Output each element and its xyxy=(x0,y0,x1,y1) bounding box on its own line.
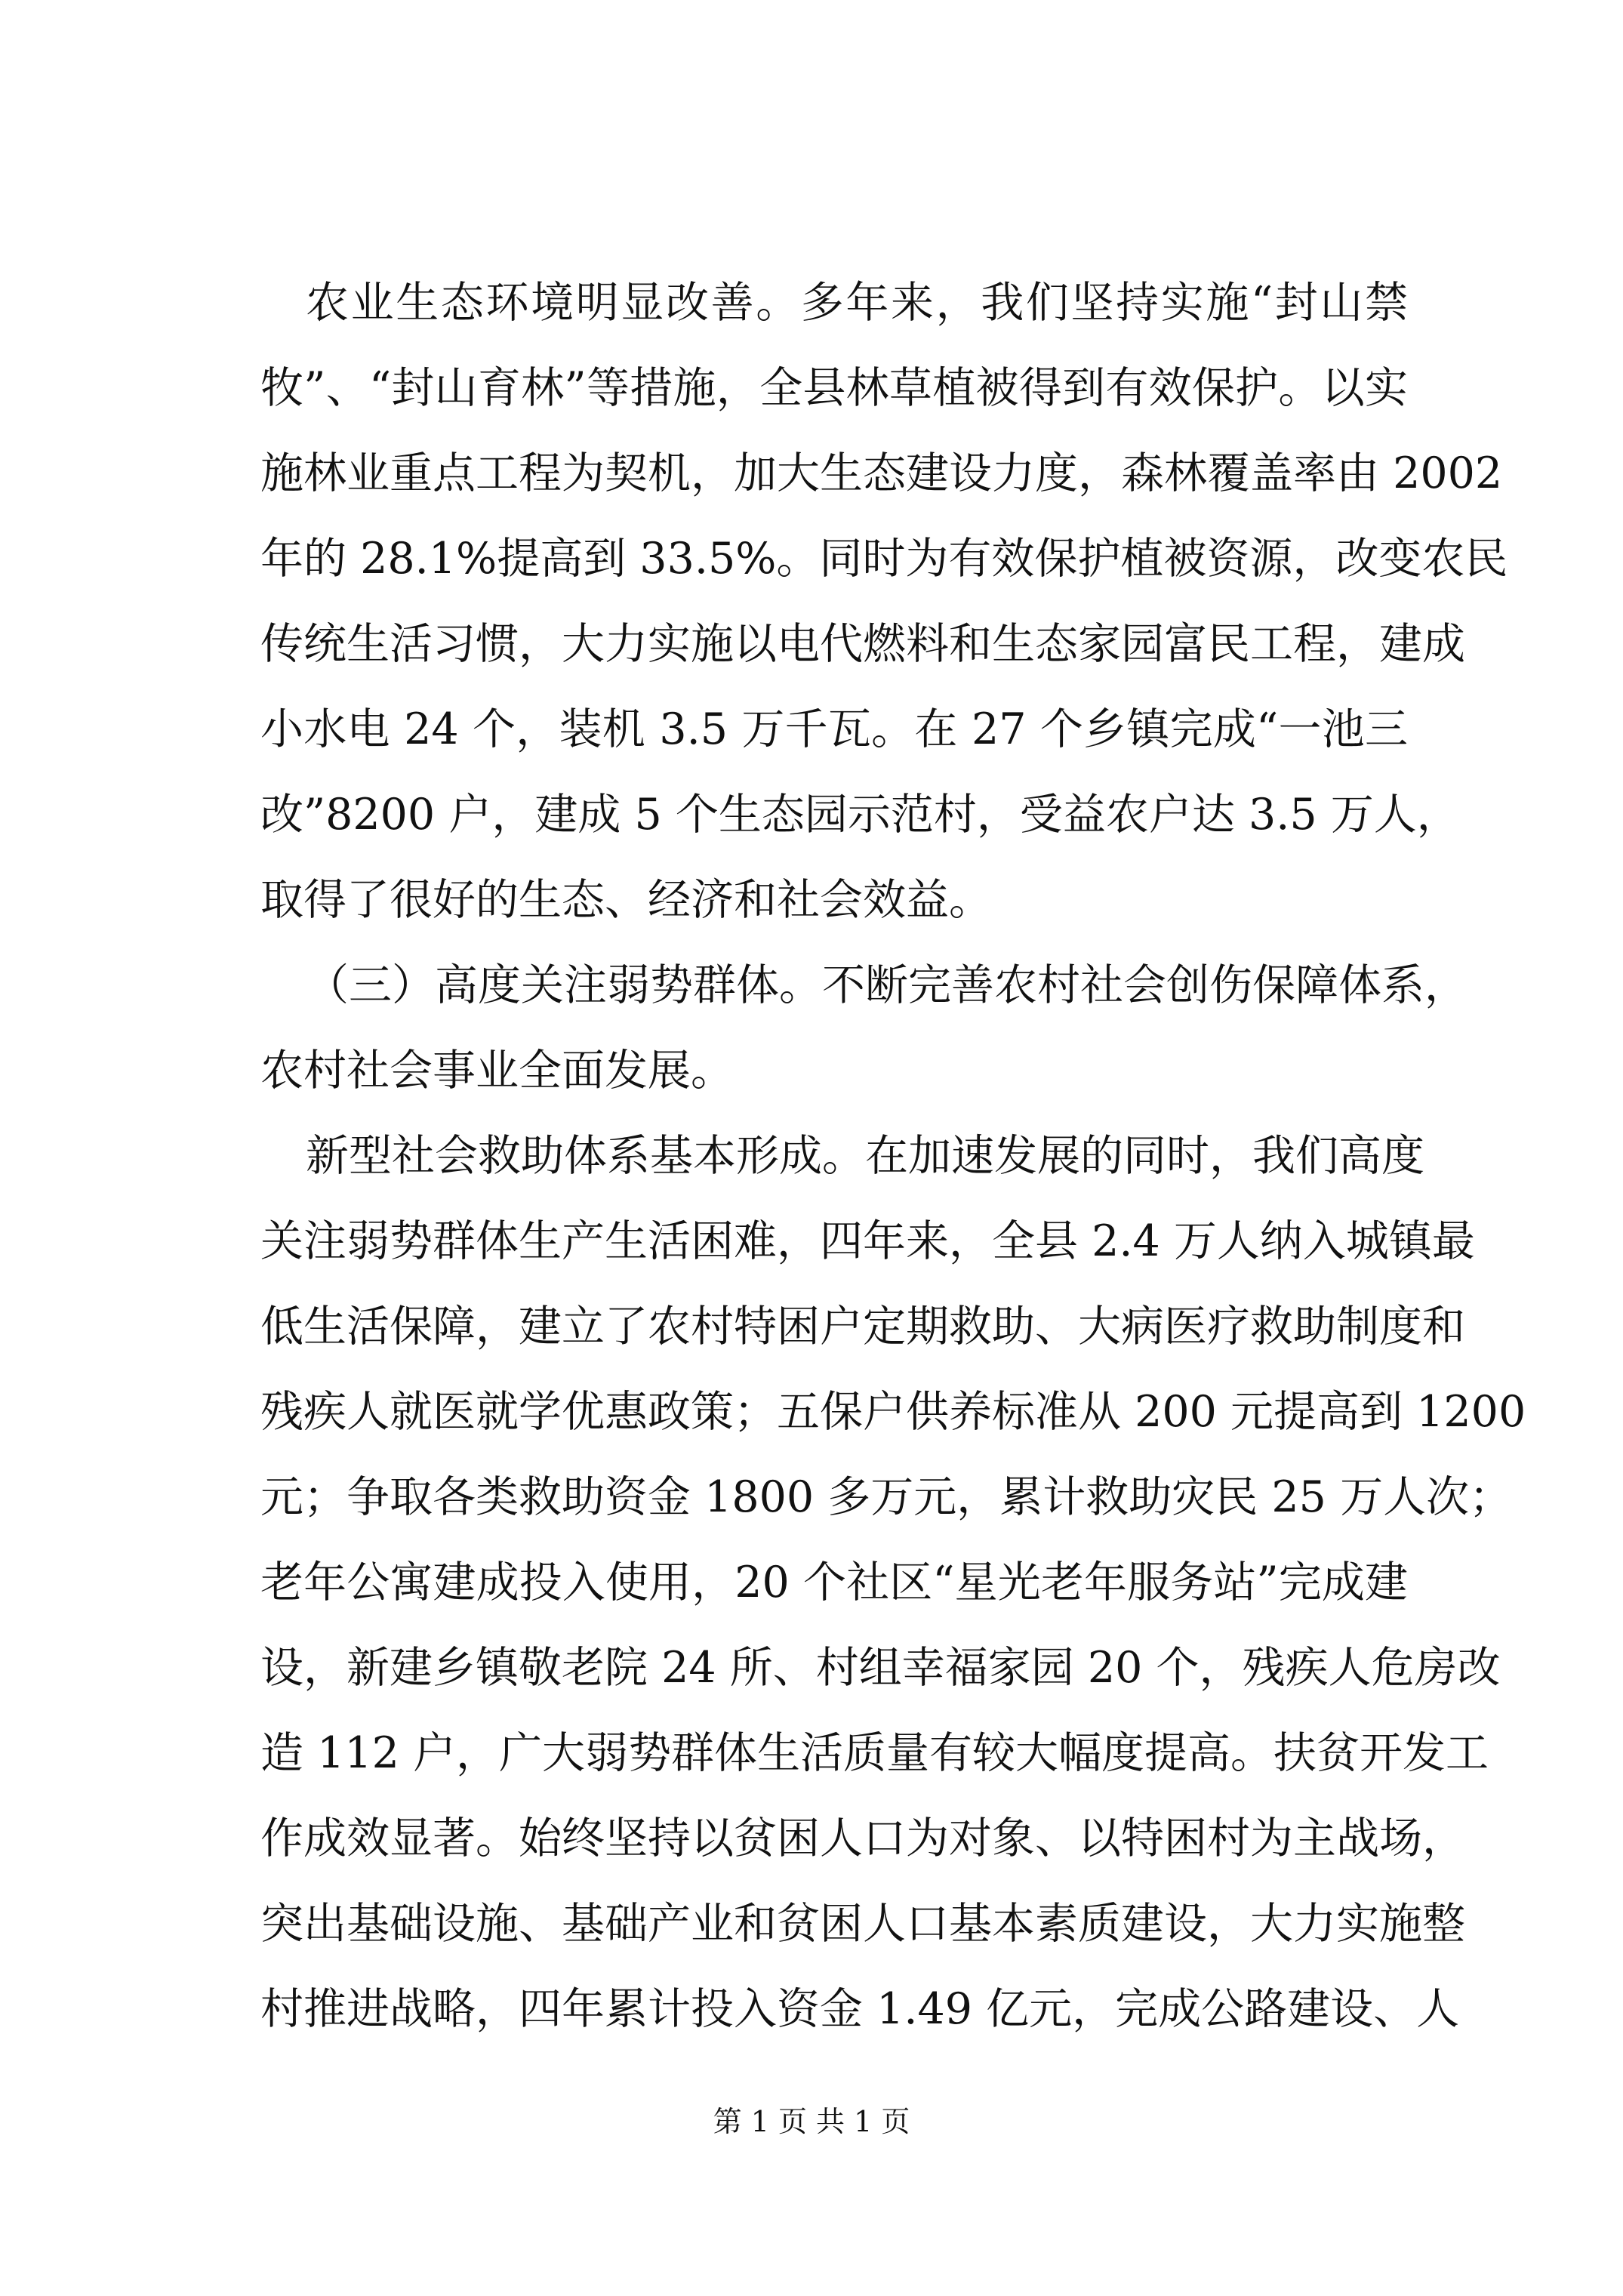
paragraph-line: 关注弱势群体生产生活困难，四年来，全县 2.4 万人纳入城镇最 xyxy=(260,1216,1475,1266)
paragraph-line: 施林业重点工程为契机，加大生态建设力度，森林覆盖率由 2002 xyxy=(260,448,1503,498)
paragraph-line: 突出基础设施、基础产业和贫困人口基本素质建设，大力实施整 xyxy=(260,1899,1465,1949)
paragraph-line: 低生活保障，建立了农村特困户定期救助、大病医疗救助制度和 xyxy=(260,1302,1465,1351)
paragraph-line: 牧”、“封山育林”等措施，全县林草植被得到有效保护。以实 xyxy=(260,363,1408,413)
paragraph-line: 年的 28.1%提高到 33.5%。同时为有效保护植被资源，改变农民 xyxy=(260,534,1508,584)
paragraph-line: 农业生态环境明显改善。多年来，我们坚持实施“封山禁 xyxy=(306,278,1408,328)
paragraph-line: 设，新建乡镇敬老院 24 所、村组幸福家园 20 个，残疾人危房改 xyxy=(260,1643,1501,1693)
paragraph-line: 残疾人就医就学优惠政策；五保户供养标准从 200 元提高到 1200 xyxy=(260,1387,1526,1437)
paragraph-line: 传统生活习惯，大力实施以电代燃料和生态家园富民工程，建成 xyxy=(260,619,1465,669)
paragraph-line: 取得了很好的生态、经济和社会效益。 xyxy=(260,875,992,925)
paragraph-line: 小水电 24 个，装机 3.5 万千瓦。在 27 个乡镇完成“一池三 xyxy=(260,704,1408,754)
section-heading-line: 农村社会事业全面发展。 xyxy=(260,1046,734,1096)
document-body xyxy=(260,260,1526,2052)
page-footer: 第 1 页 共 1 页 xyxy=(713,2105,910,2138)
paragraph-line: 村推进战略，四年累计投入资金 1.49 亿元，完成公路建设、人 xyxy=(260,1984,1460,2034)
paragraph-line: 元；争取各类救助资金 1800 多万元，累计救助灾民 25 万人次； xyxy=(260,1472,1513,1522)
paragraph-line: 改”8200 户，建成 5 个生态园示范村，受益农户达 3.5 万人， xyxy=(260,790,1460,840)
paragraph-line: 新型社会救助体系基本形成。在加速发展的同时，我们高度 xyxy=(306,1131,1424,1181)
paragraph-line: 作成效显著。始终坚持以贫困人口为对象、以特困村为主战场， xyxy=(260,1814,1465,1863)
paragraph-line: 老年公寓建成投入使用，20 个社区“星光老年服务站”完成建 xyxy=(260,1558,1408,1607)
paragraph-line: 造 112 户，广大弱势群体生活质量有较大幅度提高。扶贫开发工 xyxy=(260,1728,1489,1778)
section-heading-line: （三）高度关注弱势群体。不断完善农村社会创伤保障体系， xyxy=(306,960,1467,1010)
